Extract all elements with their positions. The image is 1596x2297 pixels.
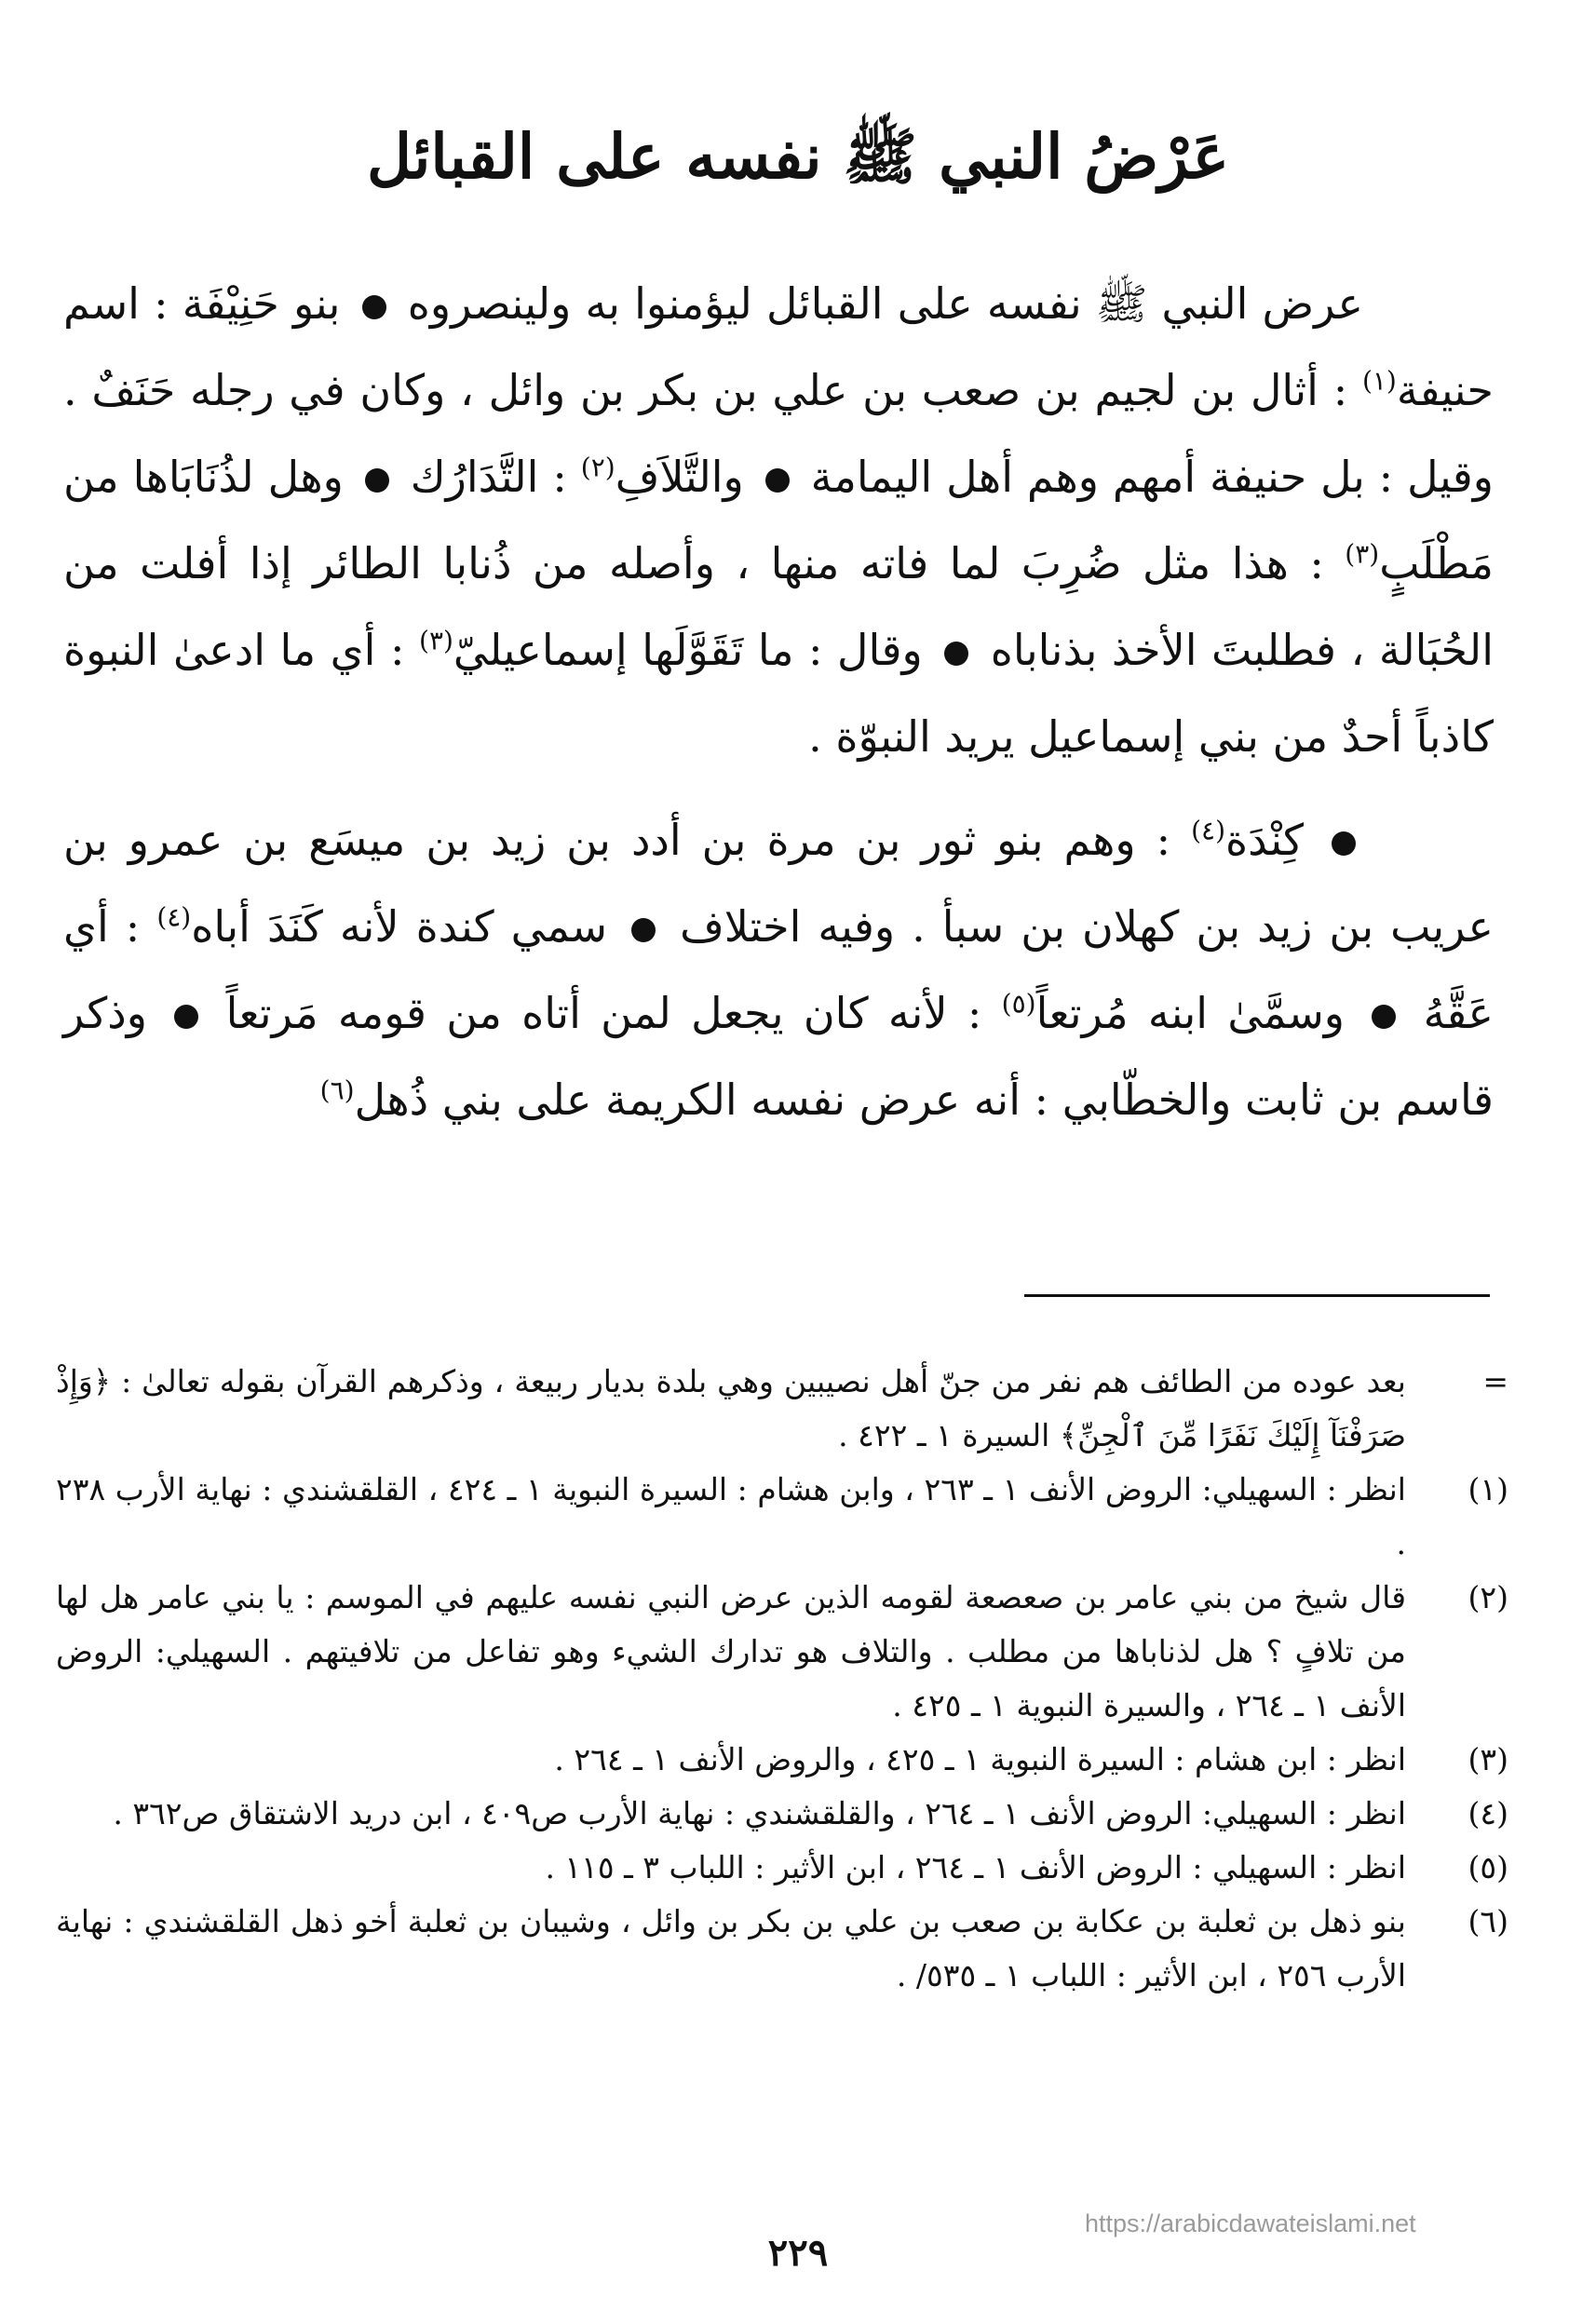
text-segment: : التَّدَارُك <box>396 452 581 502</box>
text-segment: : أثال بن لجيم بن صعب بن علي بن بكر بن وائل ، وكان في رجله حَنَفٌ . وقيل : بل حنيفة أمهم وهم أهل اليمامة <box>63 365 1494 502</box>
footnote-marker: (٥) <box>1001 988 1036 1020</box>
bullet-icon <box>944 642 968 666</box>
footnote-number: (٤) <box>1468 1795 1508 1831</box>
footnote-marker: (٣) <box>1345 538 1380 570</box>
footnote-number: (٦) <box>1468 1903 1508 1939</box>
footnote-number: (١) <box>1468 1471 1508 1507</box>
footnote-text: انظر : السهيلي: الروض الأنف ١ ـ ٢٦٣ ، وابن هشام : السيرة النبوية ١ ـ ٤٢٤ ، القلقشندي : نهاية الأرب ٢٣٨ . <box>56 1471 1406 1561</box>
footnote-item <box>56 1463 1508 1571</box>
footnote-item <box>56 1787 1508 1841</box>
bullet-icon <box>362 295 386 319</box>
text-segment: وقال : ما تَقَوَّلَها إسماعيليّ <box>453 625 938 675</box>
bullet-icon <box>174 1005 198 1029</box>
watermark-url: https://arabicdawateislami.net <box>1085 2209 1416 2237</box>
text-segment: : هذا مثل ضُرِبَ لما فاته منها ، وأصله من ذُنابا الطائر إذا أفلت من الحُبَالة ، فطلبتَ الأخذ بذناباه <box>63 538 1494 675</box>
footnote-number: = <box>1482 1363 1508 1399</box>
footnote-marker: (٢) <box>580 452 615 483</box>
main-text <box>63 261 1494 1143</box>
bullet-icon <box>365 468 389 493</box>
body-paragraph <box>63 797 1494 1143</box>
footnote-text: انظر : السهيلي : الروض الأنف ١ ـ ٢٦٤ ، ابن الأثير : اللباب ٣ ـ ١١٥ . <box>545 1849 1406 1885</box>
footnote-marker: (٦) <box>319 1074 355 1106</box>
footnote-text: بعد عوده من الطائف هم نفر من جنّ أهل نصيبين وهي بلدة بديار ربيعة ، وذكرهم القرآن بقوله تعالىٰ : ﴿وَإِذْ صَرَفْنَآ إِلَيْكَ نَفَرًا مِّنَ ٱلْجِنِّ﴾ السيرة ١ ـ ٤٢٢ . <box>56 1363 1406 1453</box>
text-segment: وسمَّىٰ ابنه مُرتعاً <box>1035 988 1365 1038</box>
text-segment: : أي ما ادعىٰ النبوة كاذباً أحدٌ من بني إسماعيل يريد النبوّة . <box>63 625 1494 762</box>
footnote-separator <box>1024 1294 1490 1297</box>
footnotes-section <box>56 1355 1508 2003</box>
footnote-number: (٢) <box>1468 1579 1508 1615</box>
footnote-item <box>56 1841 1508 1895</box>
bullet-icon <box>1372 1005 1396 1029</box>
footnote-item <box>56 1571 1508 1733</box>
text-segment: : أي عَقَّهُ <box>63 901 1494 1038</box>
footnote-item <box>56 1355 1508 1463</box>
text-segment: سمي كندة لأنه كَنَدَ أباه <box>191 901 625 952</box>
footnote-number: (٥) <box>1468 1849 1508 1885</box>
bullet-icon <box>765 468 790 493</box>
footnote-text: انظر : السهيلي: الروض الأنف ١ ـ ٢٦٤ ، والقلقشندي : نهاية الأرب ص٤٠٩ ، ابن دريد الاشتقاق ص٣٦٢ . <box>113 1795 1406 1831</box>
body-paragraph <box>63 261 1494 780</box>
footnote-marker: (٤) <box>156 901 192 933</box>
page-title: عَرْضُ النبي ﷺ نفسه على القبائل <box>367 120 1229 193</box>
text-segment: : وهم بنو ثور بن مرة بن أدد بن زيد بن ميسَع بن عمرو بن عريب بن زيد بن كهلان بن سبأ . وفيه اختلاف <box>63 815 1494 952</box>
footnote-number: (٣) <box>1468 1741 1508 1777</box>
footnote-text: انظر : ابن هشام : السيرة النبوية ١ ـ ٤٢٥ ، والروض الأنف ١ ـ ٢٦٤ . <box>554 1741 1406 1777</box>
footnote-item <box>56 1733 1508 1787</box>
footnote-marker: (٣) <box>419 625 453 656</box>
text-segment: وهل لذُنَابَاها من مَطْلَبٍ <box>63 452 1494 588</box>
footnote-text: بنو ذهل بن ثعلبة بن عكابة بن صعب بن علي بن بكر بن وائل ، وشيبان بن ثعلبة أخو ذهل القلقشندي : نهاية الأرب ٢٥٦ ، ابن الأثير : اللباب ١ ـ ٥٣٥/ . <box>56 1903 1406 1993</box>
text-segment: وذكر قاسم بن ثابت والخطّابي : أنه عرض نفسه الكريمة على بني ذُهل <box>63 988 1494 1125</box>
text-segment: عرض النبي ﷺ نفسه على القبائل ليؤمنوا به ولينصروه <box>393 278 1363 329</box>
footnote-marker: (١) <box>1361 365 1397 397</box>
footnote-item <box>56 1895 1508 2003</box>
page-number: ٢٢٩ <box>767 2231 829 2275</box>
text-segment: كِنْدَة <box>1225 815 1325 865</box>
text-segment: : لأنه كان يجعل لمن أتاه من قومه مَرتعاً <box>206 988 1002 1038</box>
footnote-text: قال شيخ من بني عامر بن صعصعة لقومه الذين عرض النبي نفسه عليهم في الموسم : يا بني عامر هل لها من تلافٍ ؟ هل لذناباها من مطلب . والتلاف هو تدارك الشيء وهو تفاعل من تلافيتهم . السهيلي: الروض الأنف ١ ـ ٢٦٤ ، والسيرة النبوية ١ ـ ٤٢٥ . <box>56 1579 1406 1723</box>
footnote-marker: (٤) <box>1191 815 1225 846</box>
bullet-icon <box>1332 831 1356 856</box>
bullet-icon <box>631 918 656 942</box>
text-segment: بنو حَنِيْفَة : اسم حنيفة <box>63 278 1494 415</box>
text-segment: والتَّلاَفِ <box>615 452 758 502</box>
